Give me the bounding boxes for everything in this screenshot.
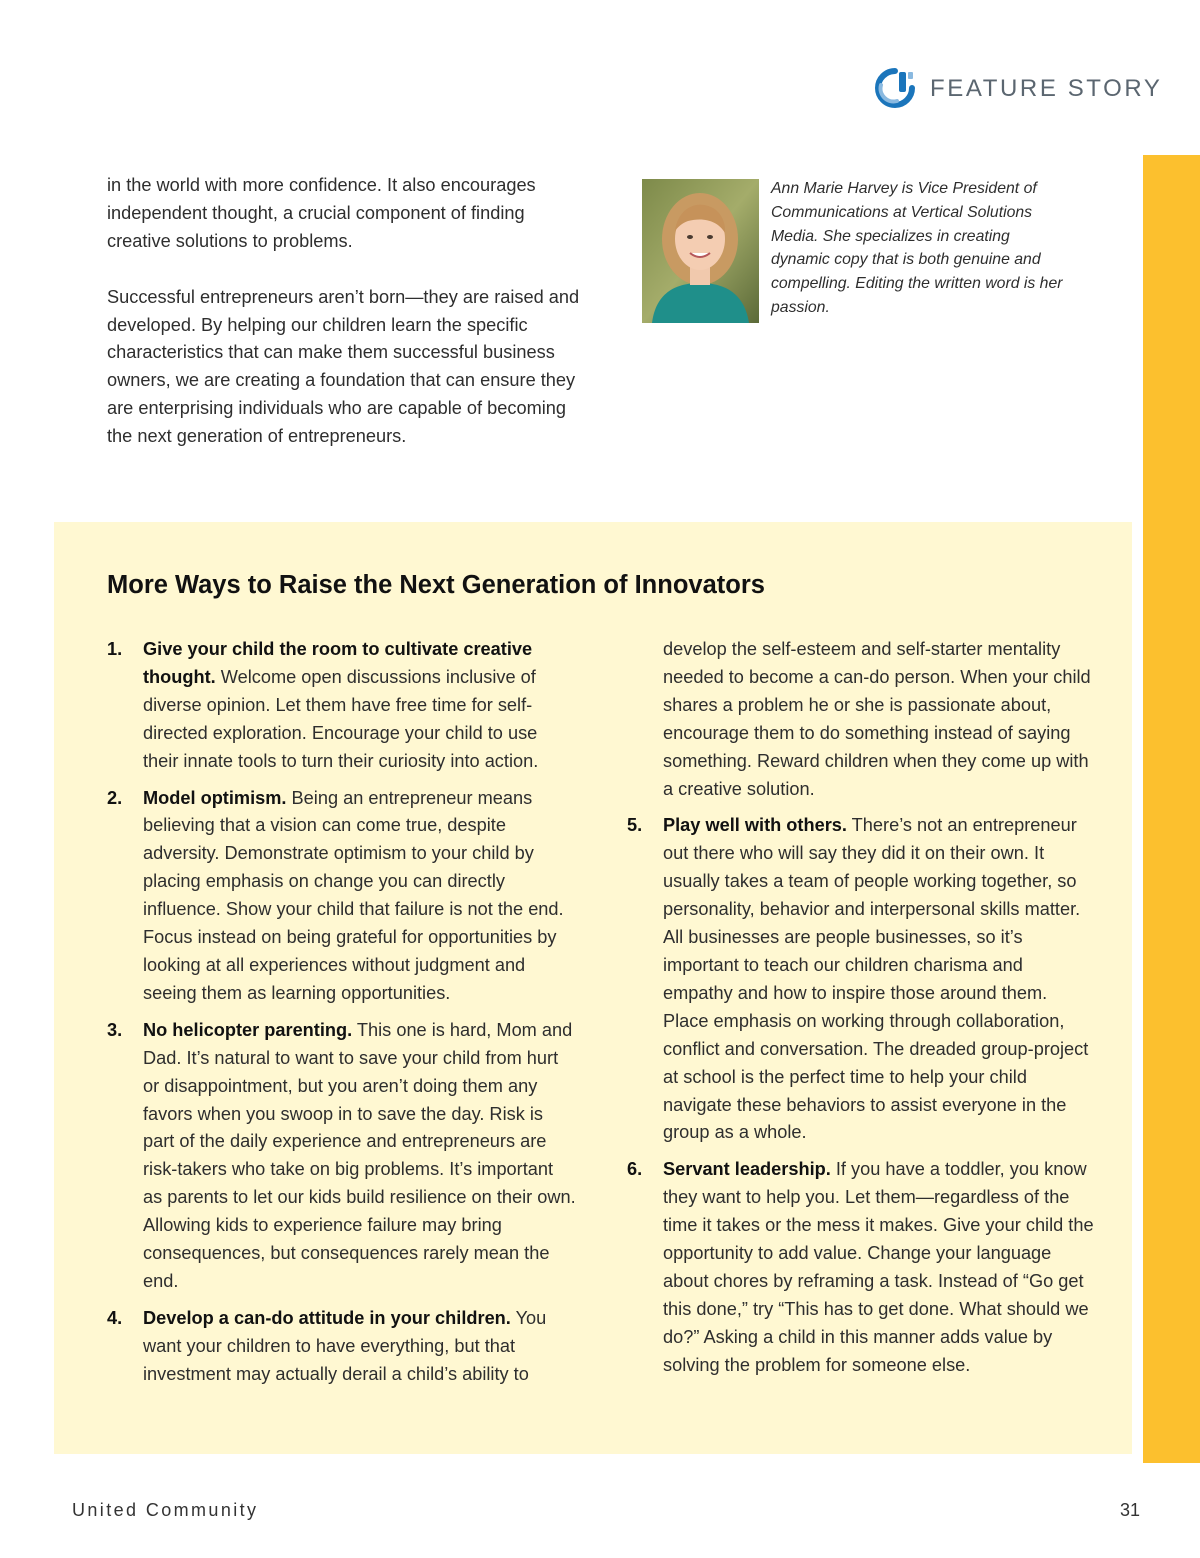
tip-item: [627, 812, 1097, 1147]
tip-number: 6.: [627, 1159, 643, 1180]
tip-number: 3.: [107, 1019, 123, 1040]
tip-body: This one is hard, Mom and Dad. It’s natural to want to save your child from hurt or disappointment, but you aren’t doing them any favors when you swoop in to save the day. Risk is part of the daily experience and entrepreneurs are risk-takers who take on big problems. It’s important as parents to let our kids build resilience on their own. Allowing kids to experience failure may bring consequences, but consequences rarely mean the end.: [143, 1019, 576, 1291]
page-number: 31: [1120, 1500, 1141, 1520]
intro-text: [107, 172, 587, 479]
tips-column-right: [627, 636, 1097, 1389]
tip-title: Model optimism.: [143, 787, 287, 808]
sidebar-title: More Ways to Raise the Next Generation of Innovators: [107, 571, 765, 599]
tip-title: No helicopter parenting.: [143, 1019, 353, 1040]
tip-body: You want your children to have everything, but that investment may actually derail a child’s ability to: [143, 1307, 547, 1384]
publication-name: United Community: [72, 1500, 259, 1520]
tip-body: Welcome open discussions inclusive of diverse opinion. Let them have free time for self-directed exploration. Encourage your child to use their innate tools to turn their curiosity into action.: [143, 666, 539, 771]
tip-item: [107, 1017, 577, 1296]
tip-number: 4.: [107, 1307, 123, 1328]
tip-title: Develop a can-do attitude in your children.: [143, 1307, 511, 1328]
tip-title: Servant leadership.: [663, 1159, 831, 1180]
accent-side-bar: [1143, 155, 1200, 1463]
intro-paragraph: in the world with more confidence. It also encourages independent thought, a crucial component of finding creative solutions to problems.: [107, 175, 536, 251]
section-label: FEATURE STORY: [930, 75, 1163, 102]
tip-number: 5.: [627, 815, 643, 836]
author-photo: [642, 179, 759, 323]
tip-continuation: develop the self-esteem and self-starter mentality needed to become a can-do person. When your child shares a problem he or she is passionate about, encourage them to do something instead of saying something. Reward children when they come up with a creative solution.: [663, 639, 1091, 799]
tip-item: [107, 1305, 577, 1389]
tip-body: If you have a toddler, you know they want to help you. Let them—regardless of the time it takes or the mess it makes. Give your child the opportunity to add value. Change your language about chores by reframing a task. Instead of “Go get this done,” try “This has to get done. What should we do?” Asking a child in this manner adds value by solving the problem for someone else.: [663, 1159, 1094, 1375]
brand-logo-icon: [873, 68, 915, 108]
tip-body: There’s not an entrepreneur out there who will say they did it on their own. It usually takes a team of people working together, so personality, behavior and interpersonal skills matter. All businesses are people businesses, so it’s important to teach our children charisma and empathy and how to inspire those around them. Place emphasis on working through collaboration, conflict and conversation. The dreaded group-project at school is the perfect time to help your child navigate these behaviors to assist everyone in the group as a whole.: [663, 815, 1089, 1143]
tip-item: [627, 1156, 1097, 1379]
tip-title: Give your child the room to cultivate creative thought.: [143, 639, 533, 687]
tip-number: 1.: [107, 639, 123, 659]
tip-number: 2.: [107, 787, 123, 808]
author-bio: Ann Marie Harvey is Vice President of Communications at Vertical Solutions Media. She specializes in creating dynamic copy that is both genuine and compelling. Editing the written word is her passion.: [771, 180, 1063, 316]
tip-body: Being an entrepreneur means believing that a vision can come true, despite adversity. Demonstrate optimism to your child by placing emphasis on change you can directly influence. Show your child that failure is not the end. Focus instead on being grateful for opportunities by looking at all experiences without judgment and seeing them as learning opportunities.: [143, 787, 564, 1003]
tips-column-left: [107, 636, 577, 1398]
tip-item: [107, 636, 577, 776]
tip-title: Play well with others.: [663, 815, 847, 836]
tip-item: [107, 785, 577, 1008]
intro-paragraph: Successful entrepreneurs aren’t born—they are raised and developed. By helping our children learn the specific characteristics that can make them successful business owners, we are creating a foundation that can ensure they are enterprising individuals who are capable of becoming the next generation of entrepreneurs.: [107, 286, 580, 447]
